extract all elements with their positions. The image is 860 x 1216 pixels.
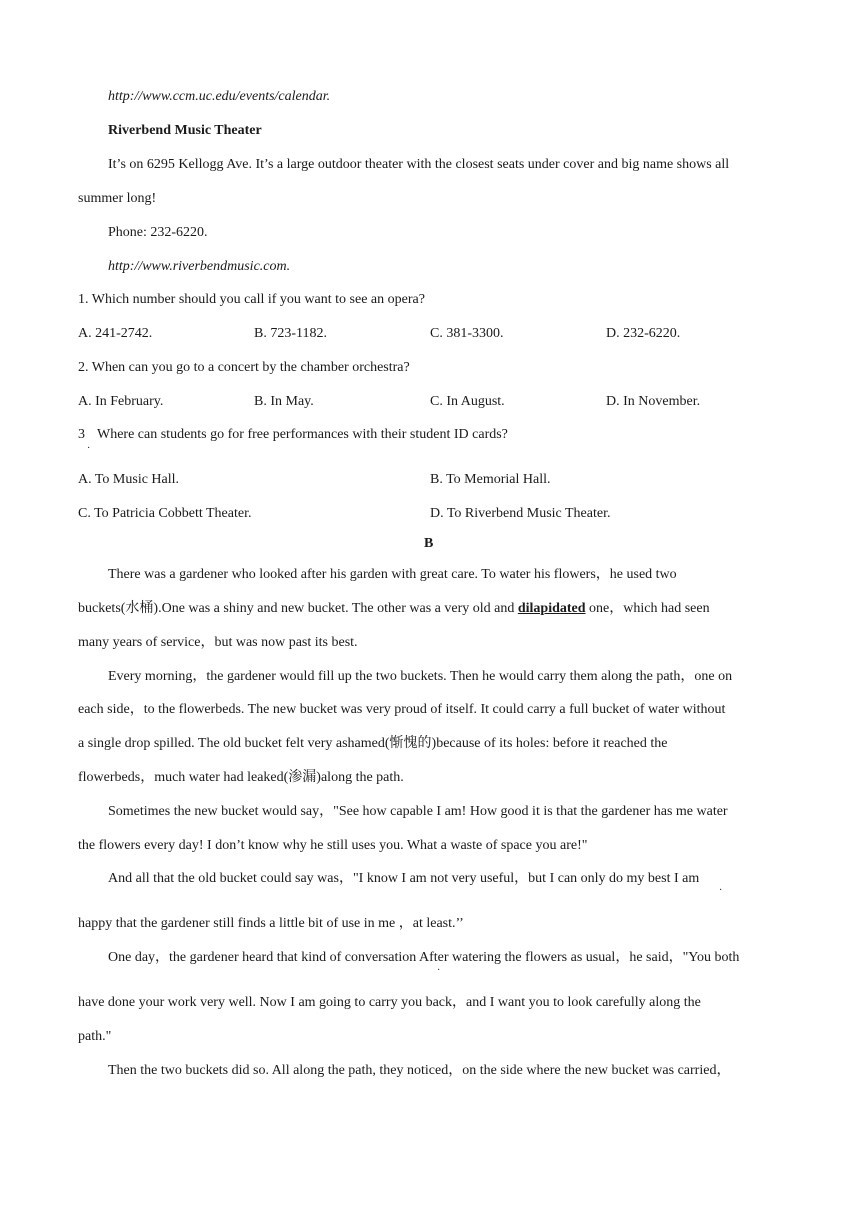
section-heading: B (424, 536, 434, 551)
passage-line: many years of service，but was now past its best. (78, 635, 358, 650)
passage-line: a single drop spilled. The old bucket felt very ashamed(惭愧的)because of its holes: before it reached the (78, 736, 668, 751)
question-3-option-a: A. To Music Hall. (78, 472, 180, 487)
emphasis-dot: · (87, 443, 91, 454)
question-2-stem: 2. When can you go to a concert by the chamber orchestra? (78, 360, 410, 375)
passage-line: flowerbeds，much water had leaked(渗漏)along the path. (78, 770, 404, 785)
passage-line: And all that the old bucket could say was，"I know I am not very useful，but I can only do my best I am (108, 871, 700, 886)
emphasis-dot: · (719, 885, 723, 896)
passage-line: the flowers every day! I don’t know why he still uses you. What a waste of space you are!" (78, 838, 588, 853)
passage-line: have done your work very well. Now I am going to carry you back，and I want you to look carefully along the (78, 995, 701, 1010)
venue-title-riverbend: Riverbend Music Theater (108, 123, 262, 138)
passage-line: One day，the gardener heard that kind of conversation After watering the flowers as usual，he said，"You both (108, 950, 740, 965)
passage-line: each side，to the flowerbeds. The new bucket was very proud of itself. It could carry a full bucket of water without (78, 702, 726, 717)
question-2-option-a: A. In February. (78, 394, 164, 409)
question-1-option-a: A. 241-2742. (78, 326, 153, 341)
url-riverbend: http://www.riverbendmusic.com. (108, 259, 291, 274)
venue-phone: Phone: 232-6220. (108, 225, 208, 240)
passage-line: There was a gardener who looked after his garden with great care. To water his flowers，he used two (108, 567, 677, 582)
question-1-option-d: D. 232-6220. (606, 326, 681, 341)
question-1-stem: 1. Which number should you call if you want to see an opera? (78, 292, 425, 307)
passage-text: buckets(水桶).One was a shiny and new bucket. The other was a very old and (78, 601, 518, 616)
question-1-option-c: C. 381-3300. (430, 326, 504, 341)
venue-desc-line: summer long! (78, 191, 157, 206)
question-3-option-b: B. To Memorial Hall. (430, 472, 551, 487)
question-2-option-d: D. In November. (606, 394, 701, 409)
passage-text: one，which had seen (585, 601, 710, 616)
question-3-stem: Where can students go for free performances with their student ID cards? (97, 427, 508, 442)
passage-line (78, 600, 710, 618)
question-1-option-b: B. 723-1182. (254, 326, 327, 341)
passage-line: Then the two buckets did so. All along the path, they noticed，on the side where the new bucket was carried， (108, 1063, 731, 1078)
question-2-option-b: B. In May. (254, 394, 314, 409)
passage-line: Every morning，the gardener would fill up the two buckets. Then he would carry them along the path，one on (108, 669, 733, 684)
passage-line: Sometimes the new bucket would say，"See how capable I am! How good it is that the gardener has me water (108, 804, 728, 819)
question-3-option-d: D. To Riverbend Music Theater. (430, 506, 611, 521)
venue-desc-line: It’s on 6295 Kellogg Ave. It’s a large outdoor theater with the closest seats under cover and big name shows all (108, 157, 730, 172)
passage-line: happy that the gardener still finds a little bit of use in me ，at least.’’ (78, 916, 464, 931)
emphasis-dot: · (437, 965, 441, 976)
question-3-option-c: C. To Patricia Cobbett Theater. (78, 506, 252, 521)
url-ccm-calendar: http://www.ccm.uc.edu/events/calendar. (108, 89, 331, 104)
passage-line: path." (78, 1029, 112, 1044)
question-2-option-c: C. In August. (430, 394, 505, 409)
question-3-number: 3 (78, 427, 85, 442)
vocab-word-dilapidated: dilapidated (517, 601, 586, 616)
